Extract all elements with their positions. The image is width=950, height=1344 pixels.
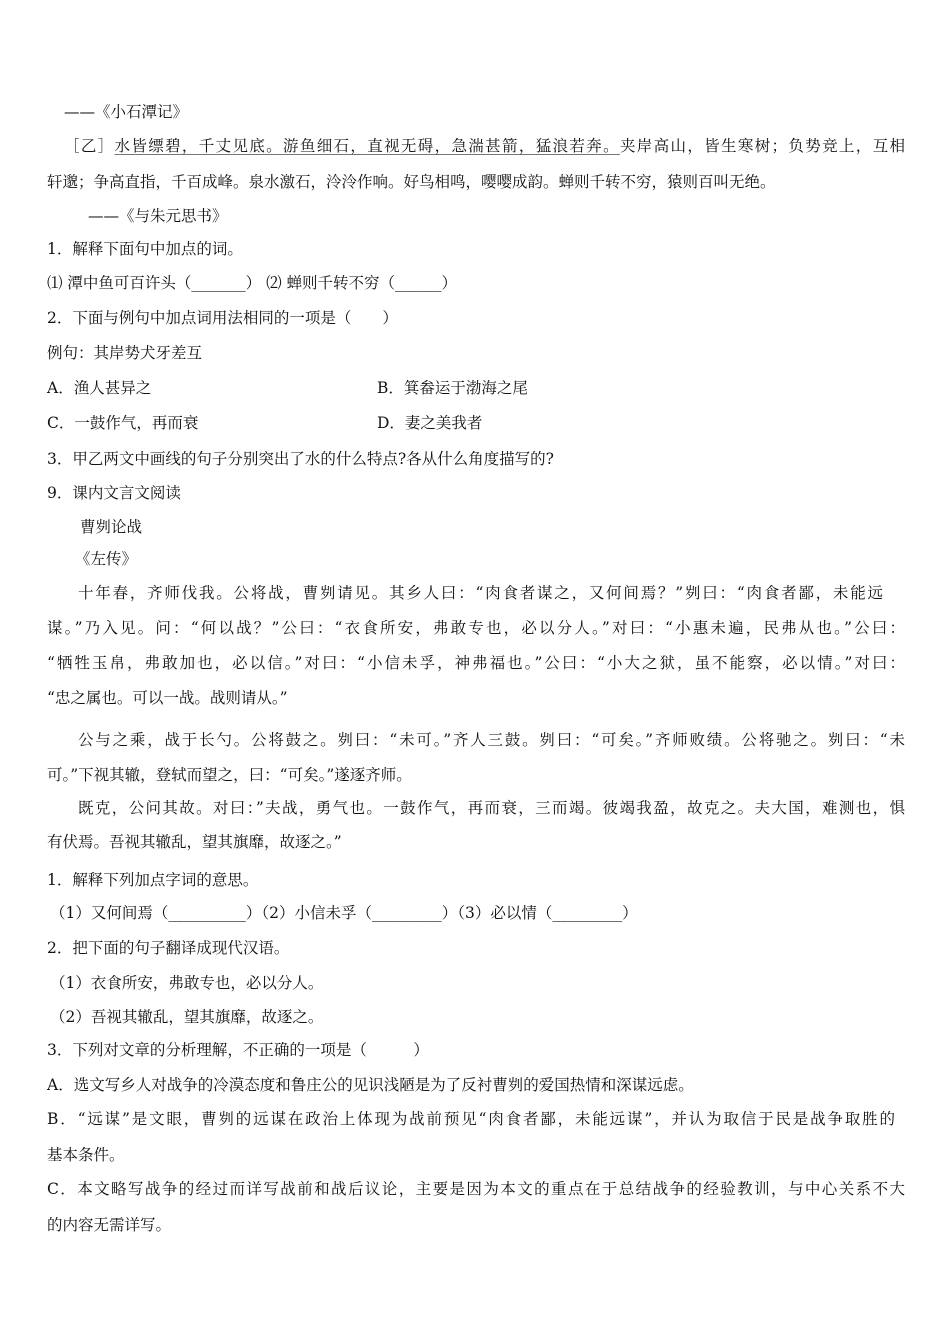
paragraph-line: 公与之乘，战于长勺。公将鼓之。刿曰：“未可。”齐人三鼓。刿曰：“可矣。”齐师败绩。公将驰之。刿曰：“未	[78, 731, 905, 749]
option-a: A．渔人甚异之	[47, 379, 152, 397]
question-items: ⑴ 潭中鱼可百许头（_______） ⑵ 蝉则千转不穷（______）	[47, 274, 458, 292]
option-c: C．本文略写战争的经过而详写战前和战后议论，主要是因为本文的重点在于总结战争的经验教训，与中心关系不大	[47, 1180, 905, 1198]
option-b: B．“远谋”是文眼，曹刿的远谋在政治上体现为战前预见“肉食者鄙，未能远谋”，并认为取信于民是战争取胜的	[47, 1110, 895, 1128]
translate-item: （1）衣食所安，弗敢专也，必以分人。	[50, 974, 324, 992]
source-xiaoshitanji: ——《小石潭记》	[64, 103, 189, 121]
underlined-sentence: 水皆缥碧，千丈见底。游鱼细石，直视无碍，急湍甚箭，猛浪若奔。	[114, 137, 620, 155]
section-heading: 9．课内文言文阅读	[47, 484, 181, 502]
example-sentence: 例句：其岸势犬牙差互	[47, 344, 203, 362]
passage-b-label: ［乙］	[64, 137, 115, 155]
passage-source: 《左传》	[75, 550, 138, 568]
passage-b-text: 夹岸高山，皆生寒树；负势竞上，互相	[619, 137, 905, 155]
question-text: 1．解释下列加点字词的意思。	[47, 871, 259, 889]
paragraph-line: “忠之属也。可以一战。战则请从。”	[47, 689, 288, 707]
option-b-cont: 基本条件。	[47, 1146, 125, 1164]
question-text: 3．甲乙两文中画线的句子分别突出了水的什么特点?各从什么角度描写的?	[47, 450, 554, 468]
source-yuzhuyuansishu: ——《与朱元思书》	[88, 207, 228, 225]
translate-item: （2）吾视其辙乱，望其旗靡，故逐之。	[50, 1008, 324, 1026]
option-c: C．一鼓作气，再而衰	[47, 414, 199, 432]
question-items: （1）又何间焉（__________）（2）小信未孚（_________）（3）必以情（_________）	[50, 904, 638, 922]
paragraph-line: 有伏焉。吾视其辙乱，望其旗靡，故逐之。”	[47, 833, 342, 851]
passage-b-line: 轩邈；争高直指，千百成峰。泉水激石，泠泠作响。好鸟相鸣，嘤嘤成韵。蝉则千转不穷，猿则百叫无绝。	[47, 173, 776, 191]
passage-title: 曹刿论战	[80, 518, 143, 536]
option-c-cont: 的内容无需详写。	[47, 1216, 172, 1234]
passage-b-line	[64, 136, 905, 156]
paragraph-line: “牺牲玉帛，弗敢加也，必以信。”对曰：“小信未孚，神弗福也。”公曰：“小大之狱，虽不能察，必以情。”对曰：	[47, 654, 905, 672]
paragraph-line: 谋。”乃入见。问：“何以战？”公曰：“衣食所安，弗敢专也，必以分人。”对曰：“小惠未遍，民弗从也。”公曰：	[47, 619, 905, 637]
paragraph-line: 既克，公问其故。对曰：”夫战，勇气也。一鼓作气，再而衰，三而竭。彼竭我盈，故克之。夫大国，难测也，惧	[78, 799, 905, 817]
question-text: 2．把下面的句子翻译成现代汉语。	[47, 939, 290, 957]
option-a: A．选文写乡人对战争的冷漠态度和鲁庄公的见识浅陋是为了反衬曹刿的爱国热情和深谋远虑。	[47, 1076, 694, 1094]
question-text: 1．解释下面句中加点的词。	[47, 240, 243, 258]
option-b: B．箕畚运于渤海之尾	[377, 379, 528, 397]
question-text: 2．下面与例句中加点词用法相同的一项是（ ）	[47, 309, 398, 327]
paragraph-line: 十年春，齐师伐我。公将战，曹刿请见。其乡人曰：“肉食者谋之，又何间焉？”刿曰：“肉食者鄙，未能远	[78, 584, 883, 602]
paragraph-line: 可。”下视其辙，登轼而望之，曰：“可矣。”遂逐齐师。	[47, 766, 412, 784]
option-d: D．妻之美我者	[377, 414, 483, 432]
question-text: 3．下列对文章的分析理解，不正确的一项是（ ）	[47, 1041, 429, 1059]
